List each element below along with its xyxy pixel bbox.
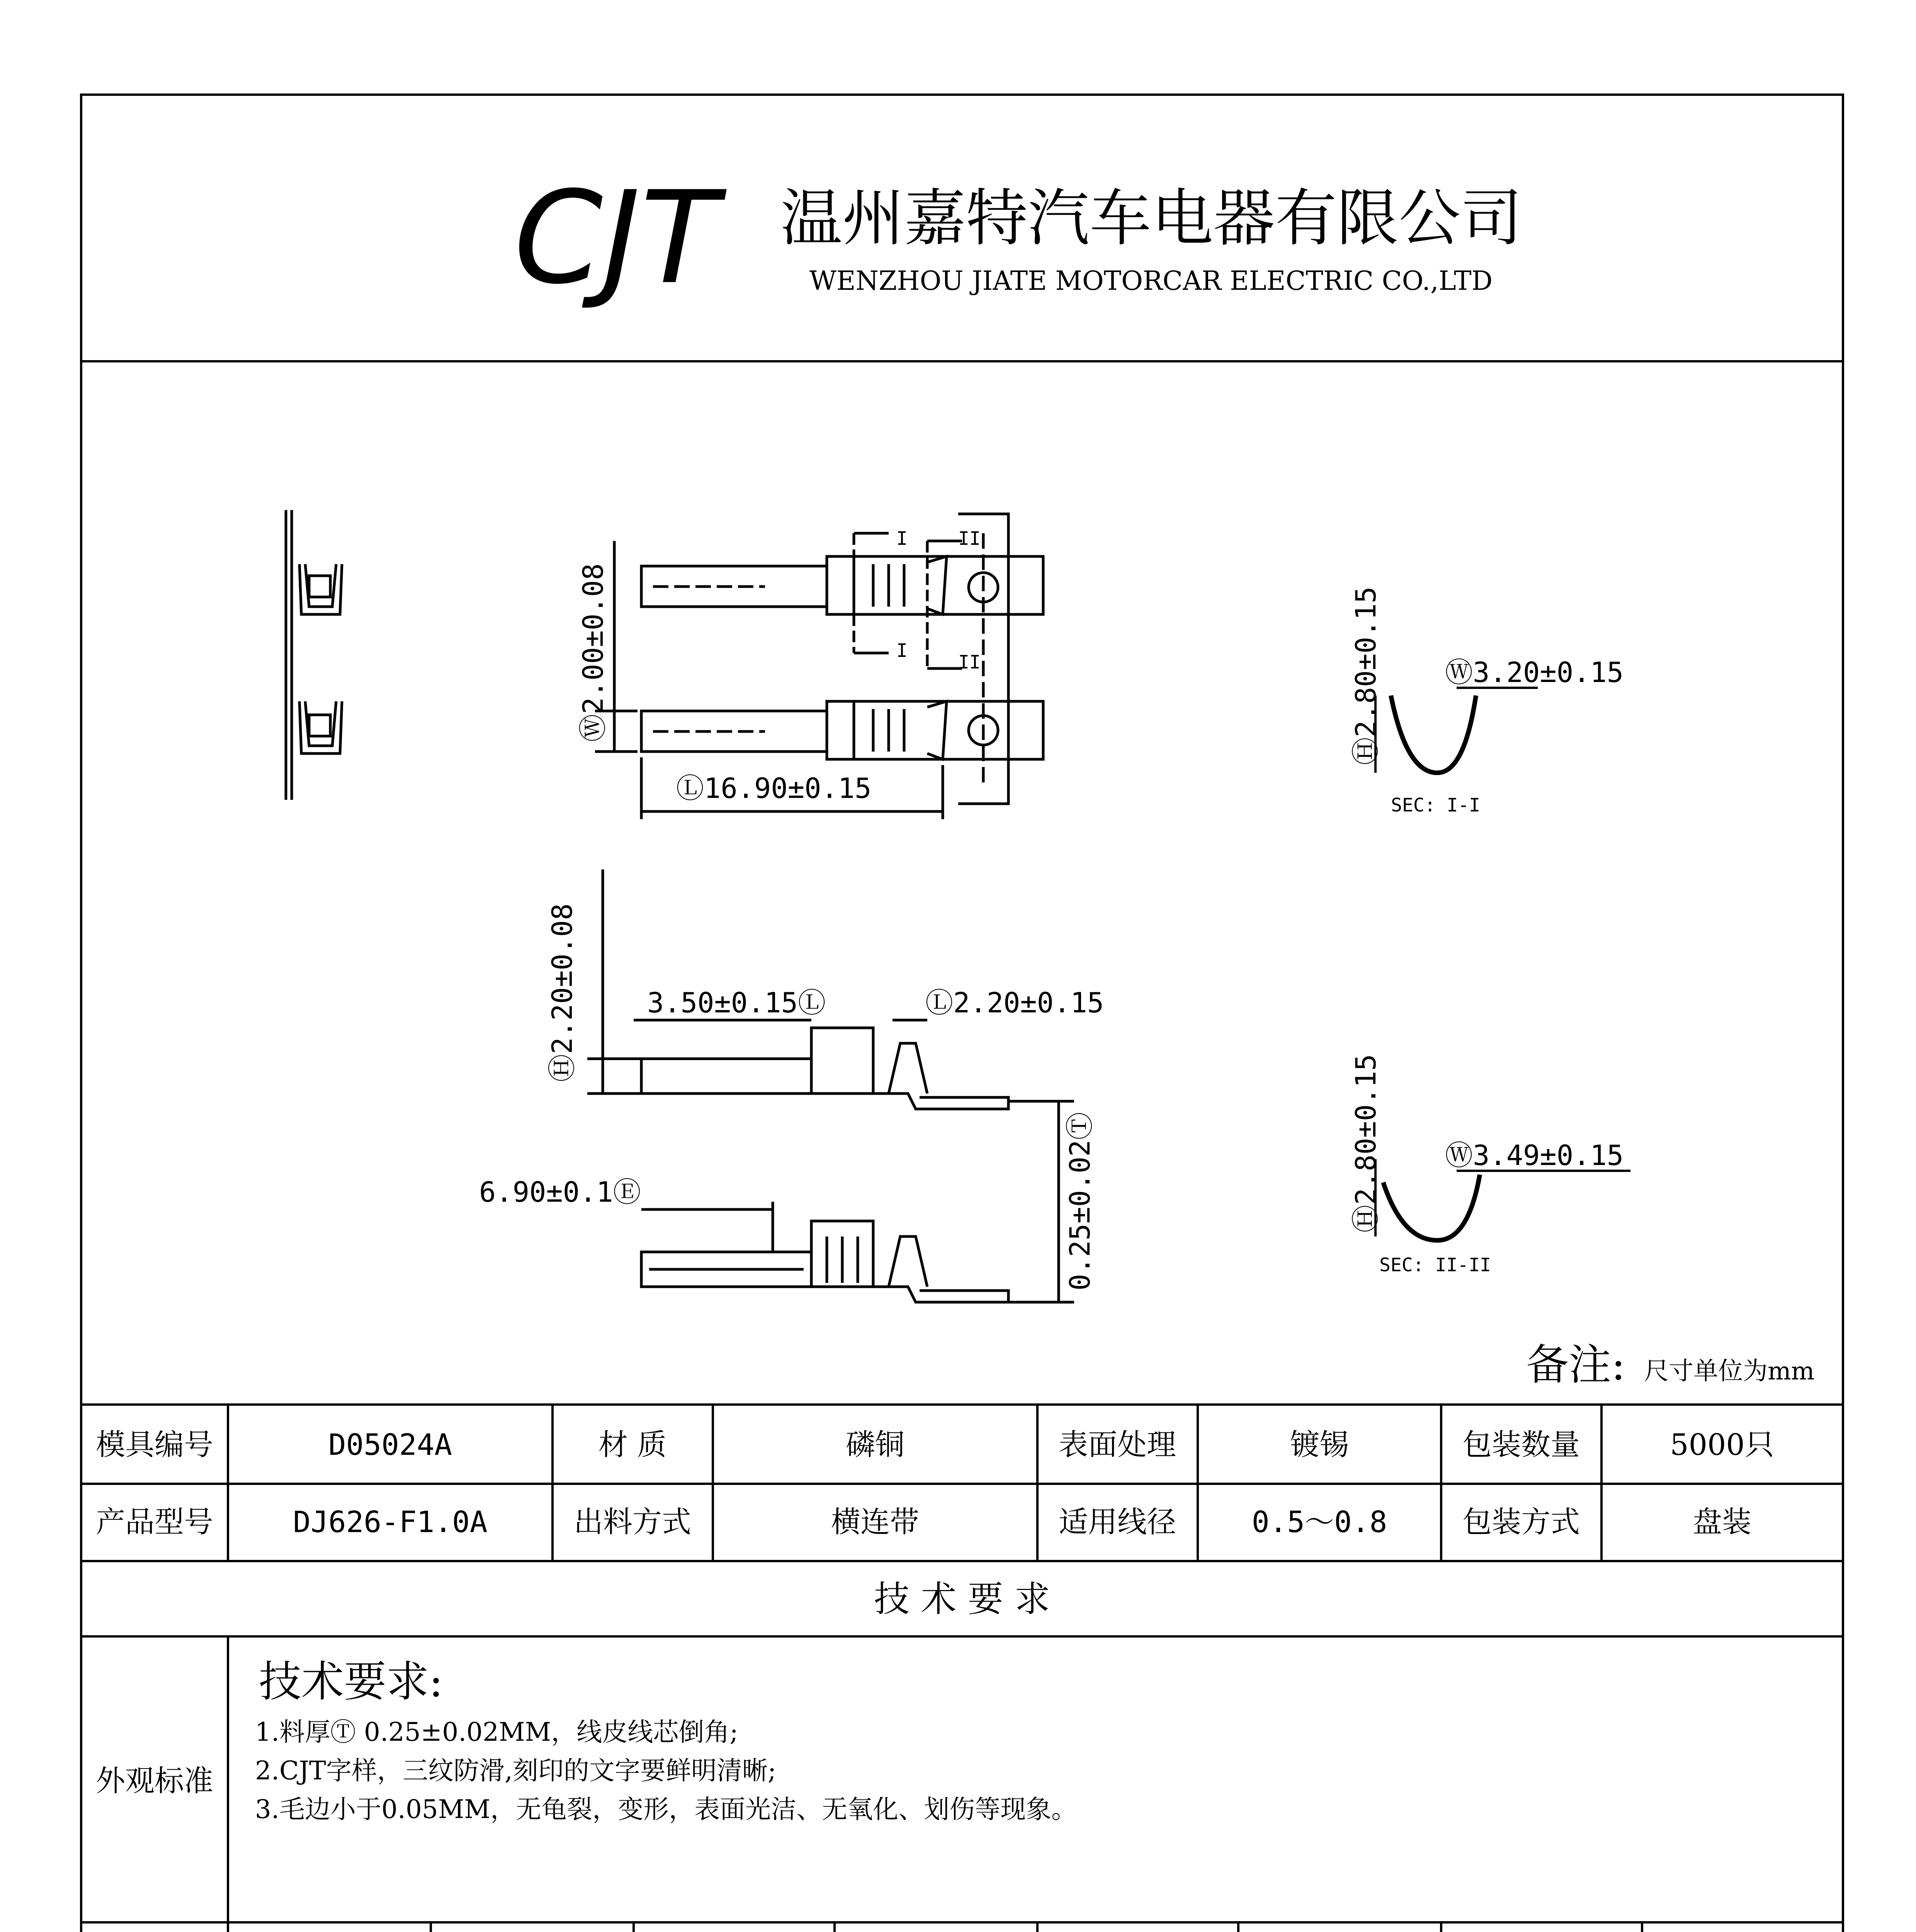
info-r1-c5: 表面处理: [1059, 1427, 1176, 1462]
dim-w2: Ⓦ3.49±0.15: [1445, 1139, 1624, 1172]
info-r2-c2: DJ626-F1.0A: [293, 1505, 488, 1539]
dim-t: 0.25±0.02Ⓣ: [1064, 1112, 1096, 1291]
section-label-ii: SEC: II-II: [1379, 1254, 1491, 1276]
dim-h2: Ⓗ2.80±0.15: [1350, 1054, 1382, 1233]
dim-l1: 3.50±0.15Ⓛ: [647, 986, 826, 1019]
terminal-drawing: [286, 510, 1814, 1389]
section-mark-i-top: I: [896, 528, 908, 549]
dim-l: Ⓛ16.90±0.15: [676, 772, 872, 804]
appearance-line-1: 1.料厚Ⓣ 0.25±0.02MM，线皮线芯倒角;: [255, 1717, 738, 1747]
info-r1-c4: 磷铜: [846, 1427, 904, 1462]
section-ii-ii-shape: [1383, 1175, 1480, 1240]
info-r2-c8: 盘装: [1693, 1505, 1751, 1539]
remark-label: 备注:: [1526, 1340, 1626, 1389]
appearance-line-2: 2.CJT字样，三纹防滑,刻印的文字要鲜明清晰;: [255, 1756, 777, 1786]
info-r1-c7: 包装数量: [1462, 1427, 1580, 1462]
info-r1-c3: 材 质: [598, 1427, 667, 1462]
section-label-i: SEC: I-I: [1391, 794, 1481, 816]
dim-w1: Ⓦ3.20±0.15: [1445, 656, 1624, 689]
dim-h: Ⓗ2.20±0.08: [546, 903, 578, 1082]
info-r2-c5: 适用线径: [1059, 1505, 1176, 1539]
info-r1-c2: D05024A: [328, 1427, 452, 1462]
section-i-i-shape: [1391, 696, 1476, 773]
info-r2-c3: 出料方式: [574, 1505, 691, 1539]
appearance-label: 外观标准: [96, 1764, 213, 1798]
info-r2-c1: 产品型号: [96, 1505, 213, 1539]
appearance-title: 技术要求:: [259, 1657, 444, 1706]
company-name-cn: 温州嘉特汽车电器有限公司: [780, 182, 1523, 254]
info-r1-c1: 模具编号: [96, 1427, 213, 1462]
remark-text: 尺寸单位为mm: [1644, 1357, 1815, 1386]
dim-h1: Ⓗ2.80±0.15: [1350, 586, 1382, 765]
section-mark-ii-bottom: II: [958, 651, 981, 673]
side-view-bottom: [641, 1101, 1074, 1302]
dim-e: 6.90±0.1Ⓔ: [479, 1176, 641, 1208]
end-view-strip: [286, 510, 342, 800]
tech-header: 技 术 要 求: [874, 1578, 1050, 1620]
section-mark-i-bottom: I: [896, 640, 908, 662]
info-r1-c8: 5000只: [1670, 1427, 1774, 1462]
company-logo: CJT: [514, 164, 719, 312]
dim-w: Ⓦ2.00±0.08: [577, 563, 609, 742]
section-mark-ii-top: II: [958, 528, 981, 549]
info-r2-c6: 0.5～0.8: [1251, 1505, 1387, 1539]
dim-l2: Ⓛ2.20±0.15: [925, 986, 1104, 1019]
info-r2-c4: 横连带: [831, 1505, 919, 1539]
info-r2-c7: 包装方式: [1462, 1505, 1580, 1539]
info-r1-c6: 镀锡: [1290, 1427, 1349, 1462]
appearance-line-3: 3.毛边小于0.05MM，无龟裂，变形，表面光洁、无氧化、划伤等现象。: [255, 1794, 1077, 1824]
company-name-en: WENZHOU JIATE MOTORCAR ELECTRIC CO.,LTD: [809, 266, 1493, 296]
